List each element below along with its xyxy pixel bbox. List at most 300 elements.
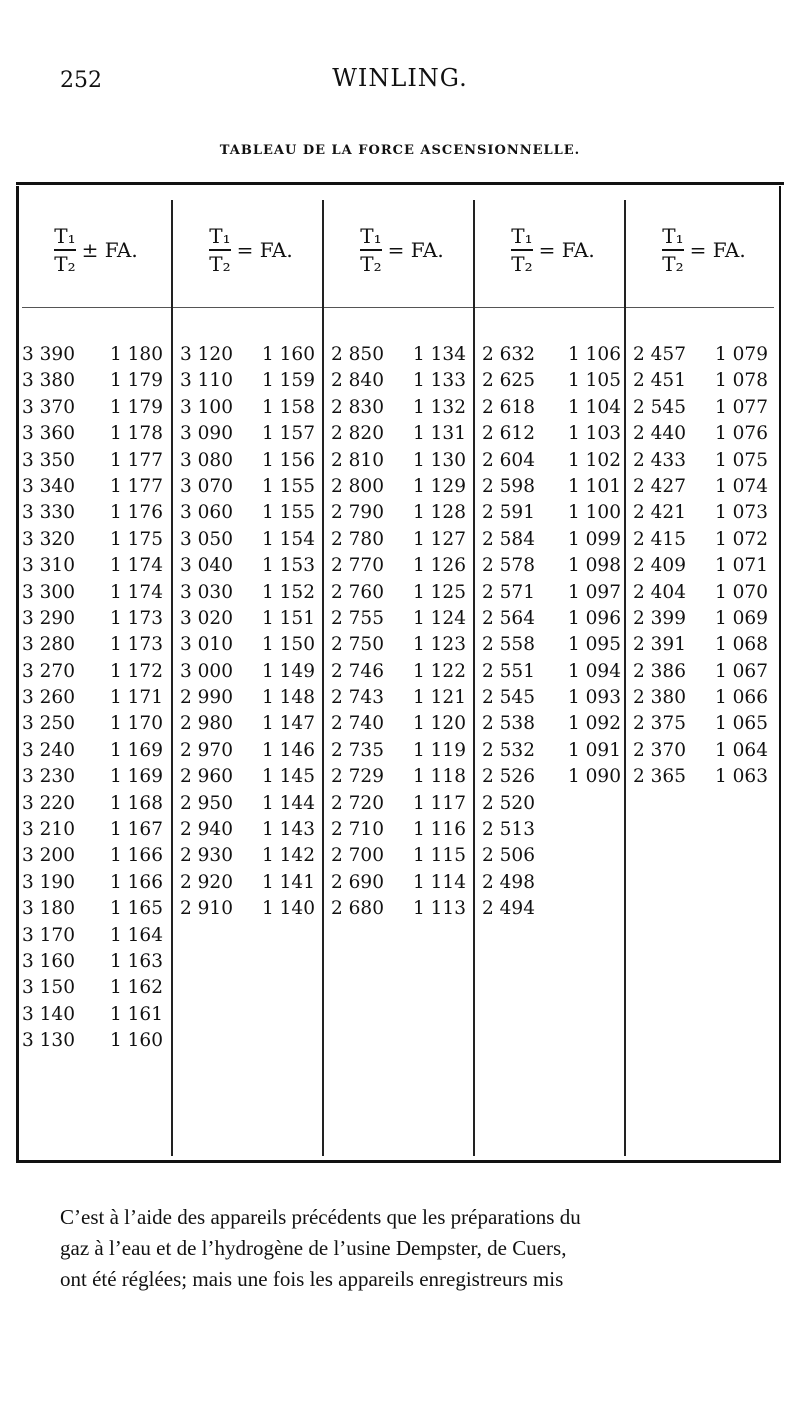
temperature-ratio-value: 3 290 [22,607,75,629]
column-header-operator: = FA. [689,238,746,262]
temperature-ratio-value: 2 520 [482,792,535,814]
lifting-force-value: 1 064 [715,739,768,761]
table-row [180,368,320,394]
temperature-ratio-value: 2 578 [482,555,535,577]
temperature-ratio-value: 3 220 [22,792,75,814]
table-row [22,632,168,658]
table-row [331,632,471,658]
table-row [331,606,471,632]
fraction-t1-over-t2 [207,226,232,274]
temperature-ratio-value: 2 571 [482,581,535,603]
temperature-ratio-value: 2 625 [482,370,535,392]
temperature-ratio-value: 2 551 [482,660,535,682]
lifting-force-value: 1 123 [413,634,466,656]
table-row [22,448,168,474]
temperature-ratio-value: 2 780 [331,528,384,550]
temperature-ratio-value: 2 404 [633,581,686,603]
temperature-ratio-value: 3 190 [22,871,75,893]
temperature-ratio-value: 2 700 [331,845,384,867]
temperature-ratio-value: 3 360 [22,423,75,445]
temperature-ratio-value: 3 390 [22,344,75,365]
column-header-operator: = FA. [387,238,444,262]
lifting-force-value: 1 063 [715,766,768,788]
table-row [22,738,168,764]
table-row [482,553,622,579]
temperature-ratio-value: 2 729 [331,766,384,788]
lifting-force-value: 1 128 [413,502,466,524]
table-row [331,474,471,500]
table-row [22,342,168,368]
temperature-ratio-value: 2 632 [482,344,535,365]
lifting-force-value: 1 167 [110,819,163,841]
temperature-ratio-value: 2 735 [331,739,384,761]
column-header [331,200,471,300]
temperature-ratio-value: 2 840 [331,370,384,392]
paragraph-line: gaz à l’eau et de l’hydrogène de l’usine Dempster, de Cuers, [60,1236,567,1260]
table-row [633,553,773,579]
table-row [180,896,320,922]
temperature-ratio-value: 2 990 [180,687,233,709]
lifting-force-value: 1 143 [262,819,315,841]
temperature-ratio-value: 3 070 [180,475,233,497]
temperature-ratio-value: 3 090 [180,423,233,445]
table-row [482,368,622,394]
table-row [22,606,168,632]
temperature-ratio-value: 2 750 [331,634,384,656]
lifting-force-value: 1 127 [413,528,466,550]
temperature-ratio-value: 3 200 [22,845,75,867]
table-row [633,659,773,685]
temperature-ratio-value: 2 850 [331,344,384,365]
lifting-force-value: 1 117 [413,792,466,814]
table-row [180,474,320,500]
table-row [633,342,773,368]
temperature-ratio-value: 2 604 [482,449,535,471]
table-column [331,200,471,920]
lifting-force-value: 1 119 [413,739,466,761]
lifting-force-value: 1 106 [568,344,621,365]
table-row [22,527,168,553]
table-row [22,500,168,526]
temperature-ratio-value: 3 130 [22,1030,75,1052]
lifting-force-value: 1 164 [110,924,163,946]
temperature-ratio-value: 3 210 [22,819,75,841]
table-row [633,474,773,500]
lifting-force-value: 1 095 [568,634,621,656]
temperature-ratio-value: 2 391 [633,634,686,656]
temperature-ratio-value: 2 498 [482,871,535,893]
lifting-force-value: 1 157 [262,423,315,445]
lifting-force-value: 1 148 [262,687,315,709]
table-row [22,791,168,817]
lifting-force-value: 1 099 [568,528,621,550]
column-separator [322,200,324,1156]
lifting-force-value: 1 067 [715,660,768,682]
temperature-ratio-value: 3 370 [22,396,75,418]
lifting-force-value: 1 171 [110,687,163,709]
temperature-ratio-value: 2 457 [633,344,686,365]
temperature-ratio-value: 2 970 [180,739,233,761]
table-row [482,632,622,658]
table-row [180,421,320,447]
table-row [331,817,471,843]
temperature-ratio-value: 2 690 [331,871,384,893]
temperature-ratio-value: 3 230 [22,766,75,788]
lifting-force-value: 1 178 [110,423,163,445]
lifting-force-value: 1 072 [715,528,768,550]
lifting-force-value: 1 149 [262,660,315,682]
temperature-ratio-value: 2 370 [633,739,686,761]
lifting-force-value: 1 103 [568,423,621,445]
lifting-force-value: 1 168 [110,792,163,814]
lifting-force-value: 1 166 [110,871,163,893]
temperature-ratio-value: 2 743 [331,687,384,709]
lifting-force-value: 1 065 [715,713,768,735]
lifting-force-value: 1 077 [715,396,768,418]
lifting-force-value: 1 144 [262,792,315,814]
temperature-ratio-value: 2 980 [180,713,233,735]
fraction-denominator: T₂ [209,251,231,276]
table-row [22,685,168,711]
lifting-force-value: 1 140 [262,898,315,920]
temperature-ratio-value: 2 415 [633,528,686,550]
temperature-ratio-value: 3 320 [22,528,75,550]
fraction-denominator: T₂ [511,251,533,276]
table-row [22,764,168,790]
body-paragraph [60,1202,740,1295]
lifting-force-value: 1 104 [568,396,621,418]
temperature-ratio-value: 2 790 [331,502,384,524]
lifting-force-value: 1 132 [413,396,466,418]
lifting-force-value: 1 165 [110,898,163,920]
temperature-ratio-value: 3 270 [22,660,75,682]
temperature-ratio-value: 2 740 [331,713,384,735]
temperature-ratio-value: 2 380 [633,687,686,709]
lifting-force-value: 1 093 [568,687,621,709]
temperature-ratio-value: 2 720 [331,792,384,814]
lifting-force-value: 1 073 [715,502,768,524]
temperature-ratio-value: 3 080 [180,449,233,471]
temperature-ratio-value: 3 010 [180,634,233,656]
table-row [22,949,168,975]
lifting-force-value: 1 156 [262,449,315,471]
temperature-ratio-value: 2 680 [331,898,384,920]
table-row [482,527,622,553]
table-row [633,606,773,632]
table-row [331,448,471,474]
table-row [482,738,622,764]
table-row [180,606,320,632]
lifting-force-value: 1 076 [715,423,768,445]
lifting-force-value: 1 141 [262,871,315,893]
table-row [633,500,773,526]
table-row [482,685,622,711]
table-row [633,632,773,658]
lifting-force-value: 1 180 [110,344,163,365]
temperature-ratio-value: 2 409 [633,555,686,577]
table-row [482,395,622,421]
temperature-ratio-value: 2 940 [180,819,233,841]
lifting-force-value: 1 158 [262,396,315,418]
lifting-force-value: 1 101 [568,475,621,497]
lifting-force-value: 1 066 [715,687,768,709]
table-row [482,606,622,632]
temperature-ratio-value: 3 100 [180,396,233,418]
temperature-ratio-value: 2 746 [331,660,384,682]
table-row [633,711,773,737]
column-header-operator: = FA. [538,238,595,262]
table-row [482,791,622,817]
table-row [331,659,471,685]
page-number: 252 [60,68,102,93]
lifting-force-value: 1 176 [110,502,163,524]
table-row [633,685,773,711]
lifting-force-value: 1 069 [715,607,768,629]
temperature-ratio-value: 3 280 [22,634,75,656]
temperature-ratio-value: 2 960 [180,766,233,788]
temperature-ratio-value: 2 440 [633,423,686,445]
table-row [331,896,471,922]
table-row [331,685,471,711]
fraction-numerator: T₁ [54,224,76,249]
fraction-numerator: T₁ [360,224,382,249]
temperature-ratio-value: 2 755 [331,607,384,629]
lifting-force-value: 1 121 [413,687,466,709]
temperature-ratio-value: 2 618 [482,396,535,418]
fraction-numerator: T₁ [662,224,684,249]
lifting-force-value: 1 115 [413,845,466,867]
temperature-ratio-value: 3 000 [180,660,233,682]
table-row [331,870,471,896]
table-row [331,764,471,790]
table-row [482,474,622,500]
table-row [331,738,471,764]
lifting-force-value: 1 154 [262,528,315,550]
table-row [482,500,622,526]
lifting-force-value: 1 079 [715,344,768,365]
table-row [180,870,320,896]
fraction-denominator: T₂ [360,251,382,276]
table-row [22,1028,168,1054]
lifting-force-value: 1 153 [262,555,315,577]
table-column [482,200,622,920]
lifting-force-value: 1 130 [413,449,466,471]
table-row [22,817,168,843]
table-row [482,896,622,922]
table-row [633,527,773,553]
temperature-ratio-value: 2 513 [482,819,535,841]
table-row [180,342,320,368]
temperature-ratio-value: 3 030 [180,581,233,603]
table-row [331,553,471,579]
fraction-t1-over-t2 [358,226,383,274]
lifting-force-value: 1 166 [110,845,163,867]
temperature-ratio-value: 3 110 [180,370,233,392]
lifting-force-value: 1 116 [413,819,466,841]
table-row [22,553,168,579]
table-row [22,923,168,949]
table-row [331,843,471,869]
lifting-force-value: 1 177 [110,475,163,497]
temperature-ratio-value: 3 330 [22,502,75,524]
table-row [180,711,320,737]
lifting-force-value: 1 172 [110,660,163,682]
temperature-ratio-value: 2 375 [633,713,686,735]
table-row [22,580,168,606]
lifting-force-value: 1 162 [110,977,163,999]
lifting-force-value: 1 113 [413,898,466,920]
lifting-force-value: 1 161 [110,1003,163,1025]
lifting-force-value: 1 097 [568,581,621,603]
lifting-force-value: 1 124 [413,607,466,629]
lifting-force-value: 1 150 [262,634,315,656]
lifting-force-value: 1 134 [413,344,466,365]
table-row [482,817,622,843]
lifting-force-value: 1 105 [568,370,621,392]
temperature-ratio-value: 2 760 [331,581,384,603]
lifting-force-value: 1 100 [568,502,621,524]
table-row [22,896,168,922]
temperature-ratio-value: 2 910 [180,898,233,920]
table-row [180,764,320,790]
temperature-ratio-value: 2 365 [633,766,686,788]
table-row [180,580,320,606]
temperature-ratio-value: 2 810 [331,449,384,471]
table-row [180,395,320,421]
paragraph-line: C’est à l’aide des appareils précédents que les préparations du [60,1205,581,1229]
lifting-force-value: 1 070 [715,581,768,603]
temperature-ratio-value: 3 170 [22,924,75,946]
lifting-force-value: 1 155 [262,475,315,497]
temperature-ratio-value: 2 545 [482,687,535,709]
table-row [22,368,168,394]
lifting-force-value: 1 175 [110,528,163,550]
lifting-force-value: 1 129 [413,475,466,497]
temperature-ratio-value: 3 150 [22,977,75,999]
temperature-ratio-value: 2 950 [180,792,233,814]
temperature-ratio-value: 2 433 [633,449,686,471]
table-row [482,421,622,447]
fraction-t1-over-t2 [509,226,534,274]
table-title: TABLEAU DE LA FORCE ASCENSIONNELLE. [219,143,581,158]
table-row [180,553,320,579]
table-row [482,342,622,368]
lifting-force-value: 1 142 [262,845,315,867]
table-row [633,395,773,421]
temperature-ratio-value: 3 050 [180,528,233,550]
temperature-ratio-value: 2 820 [331,423,384,445]
table-row [331,711,471,737]
lifting-force-value: 1 177 [110,449,163,471]
lifting-force-value: 1 179 [110,396,163,418]
temperature-ratio-value: 2 427 [633,475,686,497]
temperature-ratio-value: 3 300 [22,581,75,603]
temperature-ratio-value: 2 584 [482,528,535,550]
lifting-force-value: 1 170 [110,713,163,735]
table-row [482,764,622,790]
temperature-ratio-value: 3 340 [22,475,75,497]
lifting-force-value: 1 094 [568,660,621,682]
table-column [22,200,168,1052]
column-separator [171,200,173,1156]
temperature-ratio-value: 2 591 [482,502,535,524]
lifting-force-value: 1 090 [568,766,621,788]
table-row [331,421,471,447]
table-row [482,448,622,474]
temperature-ratio-value: 2 612 [482,423,535,445]
lifting-force-value: 1 131 [413,423,466,445]
temperature-ratio-value: 3 060 [180,502,233,524]
table-row [633,368,773,394]
temperature-ratio-value: 2 830 [331,396,384,418]
lifting-force-value: 1 163 [110,950,163,972]
table-row [180,817,320,843]
temperature-ratio-value: 2 558 [482,634,535,656]
table-row [331,342,471,368]
table-row [22,1002,168,1028]
table-row [633,738,773,764]
table-row [331,527,471,553]
temperature-ratio-value: 3 260 [22,687,75,709]
temperature-ratio-value: 3 250 [22,713,75,735]
lifting-force-value: 1 169 [110,766,163,788]
temperature-ratio-value: 3 120 [180,344,233,365]
table-row [482,711,622,737]
table-row [331,791,471,817]
lifting-force-value: 1 159 [262,370,315,392]
lifting-force-value: 1 133 [413,370,466,392]
lifting-force-value: 1 152 [262,581,315,603]
lifting-force-value: 1 114 [413,871,466,893]
table-row [22,975,168,1001]
column-header-operator: = FA. [236,238,293,262]
table-row [331,395,471,421]
temperature-ratio-value: 2 598 [482,475,535,497]
temperature-ratio-value: 2 710 [331,819,384,841]
temperature-ratio-value: 3 240 [22,739,75,761]
lifting-force-value: 1 075 [715,449,768,471]
column-header [633,200,773,300]
table-row [482,843,622,869]
lifting-force-value: 1 146 [262,739,315,761]
temperature-ratio-value: 2 930 [180,845,233,867]
lifting-force-value: 1 173 [110,634,163,656]
temperature-ratio-value: 3 310 [22,555,75,577]
paragraph-line: ont été réglées; mais une fois les appareils enregistreurs mis [60,1267,564,1291]
header-rule [22,307,774,308]
lifting-force-value: 1 096 [568,607,621,629]
lifting-force-value: 1 145 [262,766,315,788]
fraction-numerator: T₁ [511,224,533,249]
table-row [180,632,320,658]
lifting-force-value: 1 125 [413,581,466,603]
lifting-force-value: 1 092 [568,713,621,735]
table-row [22,474,168,500]
table-row [180,738,320,764]
table-row [180,448,320,474]
lifting-force-value: 1 120 [413,713,466,735]
lifting-force-value: 1 074 [715,475,768,497]
lifting-force-value: 1 126 [413,555,466,577]
lifting-force-value: 1 160 [110,1030,163,1052]
table-row [22,870,168,896]
fraction-numerator: T₁ [209,224,231,249]
temperature-ratio-value: 2 532 [482,739,535,761]
temperature-ratio-value: 2 421 [633,502,686,524]
lifting-force-value: 1 174 [110,555,163,577]
temperature-ratio-value: 2 920 [180,871,233,893]
lifting-force-value: 1 169 [110,739,163,761]
